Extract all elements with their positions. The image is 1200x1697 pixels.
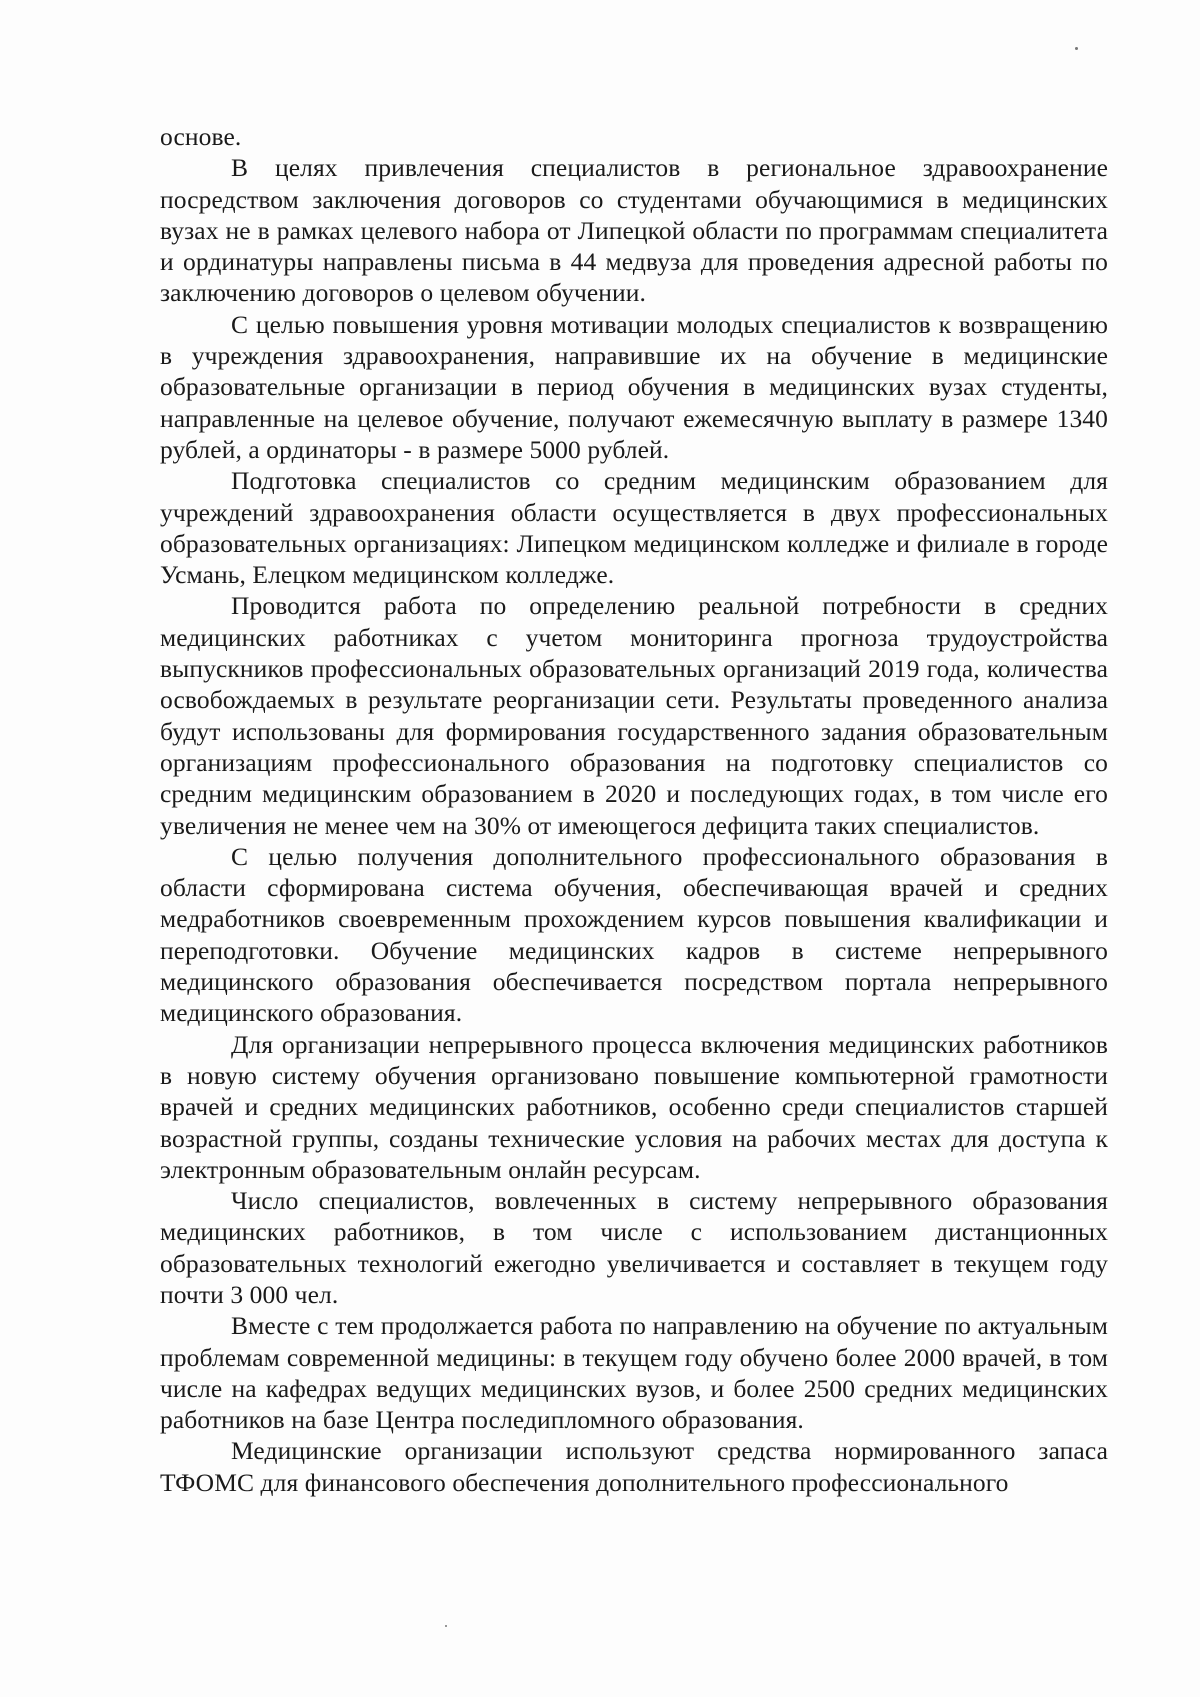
scan-speck-top-right — [1075, 47, 1078, 50]
paragraph-demand-analysis: Проводится работа по определению реальной потребности в средних медицинских работниках с учетом мониторинга прогноза трудоустройства выпускников профессиональных образовательных организаций 2019 года, количества освобождаемых в результате реорганизации сети. Результаты проведенного анализа будут использованы для формирования государственного задания образовательным организациям профессионального образования на подготовку специалистов со средним медицинским образованием в 2020 и последующих годах, в том числе его увеличения не менее чем на 30% от имеющегося дефицита таких специалистов. — [160, 591, 1108, 840]
paragraph-computer-literacy: Для организации непрерывного процесса включения медицинских работников в новую систему обучения организовано повышение компьютерной грамотности врачей и средних медицинских работников, особенно среди специалистов старшей возрастной группы, созданы технические условия на рабочих местах для доступа к электронным образовательным онлайн ресурсам. — [160, 1029, 1108, 1184]
paragraph-secondary-training: Подготовка специалистов со средним медицинским образованием для учреждений здравоохранения области осуществляется в двух профессиональных образовательных организациях: Липецком медицинском колледже и филиале в городе Усмань, Елецком медицинском колледже. — [160, 466, 1108, 590]
paragraph-tfoms-funding: Медицинские организации используют средства нормированного запаса ТФОМС для финансового обеспечения дополнительного профессионального — [160, 1436, 1108, 1497]
paragraph-training-results: Вместе с тем продолжается работа по направлению на обучение по актуальным проблемам современной медицины: в текущем году обучено более 2000 врачей, в том числе на кафедрах ведущих медицинских вузов, и более 2500 средних медицинских работников на базе Центра последипломного образования. — [160, 1311, 1108, 1435]
paragraph-specialists-count: Число специалистов, вовлеченных в систему непрерывного образования медицинских работников, в том числе с использованием дистанционных образовательных технологий ежегодно увеличивается и составляет в текущем году почти 3 000 чел. — [160, 1186, 1108, 1309]
scan-speck-bottom — [445, 1625, 447, 1627]
paragraph-additional-education: С целью получения дополнительного профессионального образования в области сформирована система обучения, обеспечивающая врачей и средних медработников своевременным прохождением курсов повышения квалификации и переподготовки. Обучение медицинских кадров в системе непрерывного медицинского образования обеспечивается посредством портала непрерывного медицинского образования. — [160, 841, 1108, 1028]
paragraph-continuation: основе. — [160, 122, 242, 151]
paragraph-motivation-payments: С целью повышения уровня мотивации молодых специалистов к возвращению в учреждения здравоохранения, направившие их на обучение в медицинские образовательные организации в период обучения в медицинских вузах студенты, направленные на целевое обучение, получают ежемесячную выплату в размере 1340 рублей, а ординаторы - в размере 5000 рублей. — [160, 309, 1108, 464]
paragraph-target-contracts: В целях привлечения специалистов в региональное здравоохранение посредством заключения договоров со студентами обучающимися в медицинских вузах не в рамках целевого набора от Липецкой области по программам специалитета и ординатуры направлены письма в 44 медвуза для проведения адресной работы по заключению договоров о целевом обучении. — [160, 153, 1108, 308]
document-body — [160, 121, 1108, 1498]
